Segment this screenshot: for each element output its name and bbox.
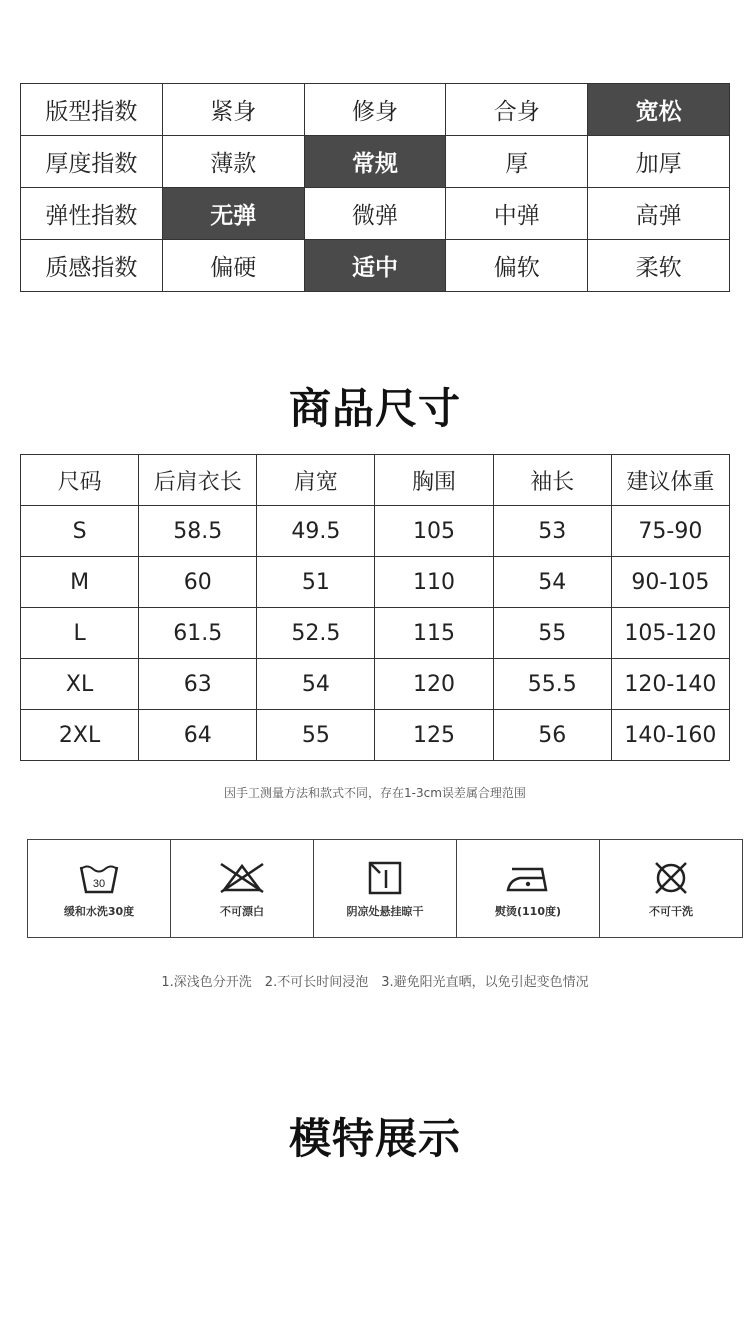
care-label-wash: 缓和水洗30度 xyxy=(63,904,135,918)
attribute-row xyxy=(21,240,730,292)
attribute-option: 厚 xyxy=(446,136,588,188)
size-header-row xyxy=(21,455,730,506)
attribute-option: 柔软 xyxy=(588,240,730,292)
attribute-label: 版型指数 xyxy=(21,84,163,136)
size-label-cell: L xyxy=(21,608,139,659)
size-value-cell: 90-105 xyxy=(611,557,729,608)
attribute-option: 微弹 xyxy=(304,188,446,240)
size-value-cell: 56 xyxy=(493,710,611,761)
size-column-header: 胸围 xyxy=(375,455,493,506)
size-value-cell: 120 xyxy=(375,659,493,710)
line-dry-shade-icon xyxy=(367,861,403,895)
size-value-cell: 105 xyxy=(375,506,493,557)
care-cell-no-dry-clean xyxy=(600,840,743,938)
care-cell-iron xyxy=(457,840,600,938)
size-value-cell: 63 xyxy=(139,659,257,710)
size-value-cell: 110 xyxy=(375,557,493,608)
size-value-cell: 52.5 xyxy=(257,608,375,659)
size-value-cell: 53 xyxy=(493,506,611,557)
size-value-cell: 61.5 xyxy=(139,608,257,659)
care-label-no-dry-clean: 不可干洗 xyxy=(649,904,693,918)
size-column-header: 袖长 xyxy=(493,455,611,506)
attribute-row xyxy=(21,188,730,240)
attribute-label: 厚度指数 xyxy=(21,136,163,188)
no-bleach-icon xyxy=(218,861,266,895)
care-label-line-dry: 阴凉处悬挂晾干 xyxy=(346,904,424,918)
size-value-cell: 60 xyxy=(139,557,257,608)
size-value-cell: 115 xyxy=(375,608,493,659)
size-row xyxy=(21,608,730,659)
size-label-cell: XL xyxy=(21,659,139,710)
wash-temp-label: 30 xyxy=(92,877,106,890)
care-label-iron: 熨烫(110度) xyxy=(494,904,562,918)
size-value-cell: 54 xyxy=(493,557,611,608)
size-column-header: 尺码 xyxy=(21,455,139,506)
size-column-header: 建议体重 xyxy=(611,455,729,506)
size-label-cell: M xyxy=(21,557,139,608)
size-row xyxy=(21,506,730,557)
attribute-index-table xyxy=(20,83,730,292)
size-value-cell: 125 xyxy=(375,710,493,761)
size-label-cell: S xyxy=(21,506,139,557)
care-note: 1.深浅色分开洗 2.不可长时间浸泡 3.避免阳光直晒，以免引起变色情况 xyxy=(161,975,589,990)
size-row xyxy=(21,659,730,710)
attribute-option: 薄款 xyxy=(162,136,304,188)
size-value-cell: 54 xyxy=(257,659,375,710)
size-row xyxy=(21,710,730,761)
no-dry-clean-icon xyxy=(651,861,691,895)
attribute-option-selected: 无弹 xyxy=(162,188,304,240)
size-section-title: 商品尺寸 xyxy=(288,384,461,433)
attribute-option: 加厚 xyxy=(588,136,730,188)
size-column-header: 后肩衣长 xyxy=(139,455,257,506)
size-value-cell: 105-120 xyxy=(611,608,729,659)
attribute-row xyxy=(21,84,730,136)
size-value-cell: 55 xyxy=(257,710,375,761)
attribute-option: 高弹 xyxy=(588,188,730,240)
attribute-option: 修身 xyxy=(304,84,446,136)
iron-icon xyxy=(504,861,552,895)
attribute-option-selected: 适中 xyxy=(304,240,446,292)
attribute-option: 偏软 xyxy=(446,240,588,292)
care-label-no-bleach: 不可漂白 xyxy=(220,904,264,918)
attribute-option: 偏硬 xyxy=(162,240,304,292)
attribute-label: 弹性指数 xyxy=(21,188,163,240)
attribute-option-selected: 宽松 xyxy=(588,84,730,136)
size-column-header: 肩宽 xyxy=(257,455,375,506)
model-section-title: 模特展示 xyxy=(288,1114,461,1163)
attribute-label: 质感指数 xyxy=(21,240,163,292)
care-cell-no-bleach xyxy=(171,840,314,938)
care-instructions-table xyxy=(27,839,743,938)
wash-30-icon xyxy=(78,861,120,895)
size-value-cell: 51 xyxy=(257,557,375,608)
care-cell-line-dry xyxy=(314,840,457,938)
size-value-cell: 58.5 xyxy=(139,506,257,557)
size-value-cell: 75-90 xyxy=(611,506,729,557)
size-value-cell: 49.5 xyxy=(257,506,375,557)
size-value-cell: 64 xyxy=(139,710,257,761)
size-label-cell: 2XL xyxy=(21,710,139,761)
attribute-option: 紧身 xyxy=(162,84,304,136)
attribute-option-selected: 常规 xyxy=(304,136,446,188)
size-value-cell: 140-160 xyxy=(611,710,729,761)
care-cell-wash xyxy=(28,840,171,938)
size-note: 因手工测量方法和款式不同，存在1-3cm误差属合理范围 xyxy=(224,786,526,800)
attribute-option: 合身 xyxy=(446,84,588,136)
size-chart-table xyxy=(20,454,730,761)
attribute-row xyxy=(21,136,730,188)
size-value-cell: 55.5 xyxy=(493,659,611,710)
size-row xyxy=(21,557,730,608)
attribute-option: 中弹 xyxy=(446,188,588,240)
size-value-cell: 120-140 xyxy=(611,659,729,710)
size-value-cell: 55 xyxy=(493,608,611,659)
